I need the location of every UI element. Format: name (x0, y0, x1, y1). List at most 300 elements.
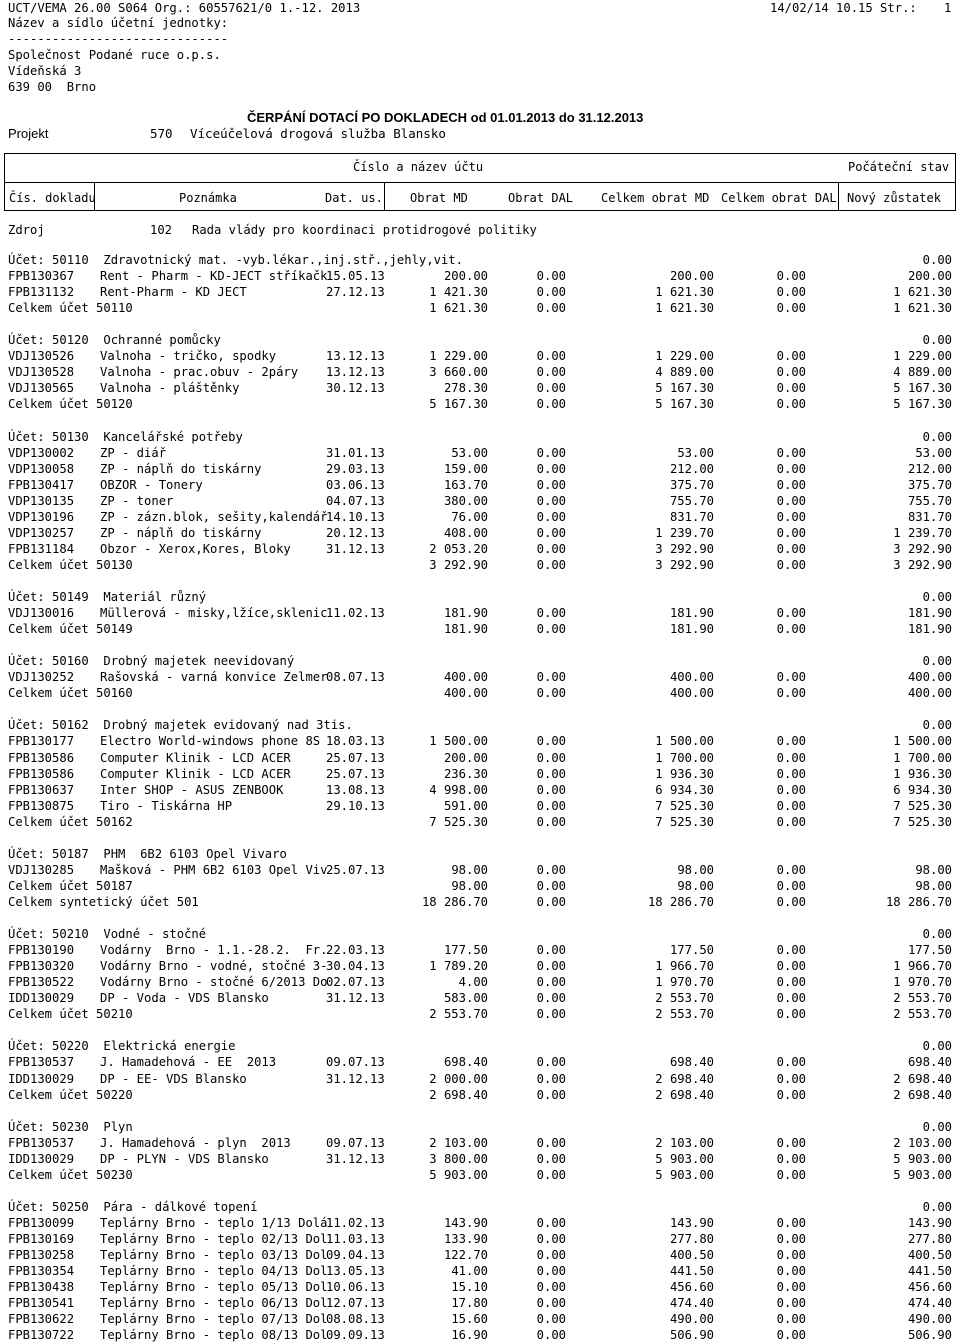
celkem-dal: 0.00 (776, 1168, 806, 1182)
celkem-md: 6 934.30 (655, 783, 714, 797)
celkem-dal: 0.00 (776, 365, 806, 379)
total-row (0, 879, 960, 895)
total-row (0, 1088, 960, 1104)
celkem-md: 1 700.00 (655, 751, 714, 765)
doc-number: VDP130196 (8, 510, 75, 524)
account-title: Účet: 50130 Kancelářské potřeby (8, 430, 243, 444)
doc-number: VDP130002 (8, 446, 75, 460)
obrat-md: 2 103.00 (429, 1136, 488, 1150)
entity-underline: ------------------------------ (8, 32, 229, 46)
table-row (0, 510, 960, 526)
celkem-md: 506.90 (669, 1328, 714, 1342)
obrat-dal: 0.00 (536, 478, 566, 492)
novy-zustatek: 755.70 (907, 494, 952, 508)
account-title: Účet: 50250 Pára - dálkové topení (8, 1200, 258, 1214)
note: Vodárny Brno - stočné 6/2013 Do (100, 975, 328, 989)
novy-zustatek: 375.70 (907, 478, 952, 492)
novy-zustatek: 400.00 (907, 686, 952, 700)
date: 02.07.13 (326, 975, 385, 989)
novy-zustatek: 441.50 (907, 1264, 952, 1278)
celkem-md: 181.90 (669, 622, 714, 636)
col-sep (384, 183, 385, 211)
date: 08.08.13 (326, 1312, 385, 1326)
doc-number: FPB130622 (8, 1312, 75, 1326)
source-name: Rada vlády pro koordinaci protidrogové politiky (192, 223, 537, 237)
celkem-md: 2 698.40 (655, 1088, 714, 1102)
celkem-md: 1 239.70 (655, 526, 714, 540)
celkem-md: 18 286.70 (647, 895, 714, 909)
note: Computer Klinik - LCD ACER (100, 767, 291, 781)
obrat-md: 591.00 (443, 799, 488, 813)
celkem-dal: 0.00 (776, 397, 806, 411)
doc-number: FPB131184 (8, 542, 75, 556)
obrat-dal: 0.00 (536, 1264, 566, 1278)
novy-zustatek: 2 103.00 (893, 1136, 952, 1150)
table-row (0, 863, 960, 879)
obrat-md: 5 167.30 (429, 397, 488, 411)
total-row (0, 397, 960, 413)
celkem-md: 7 525.30 (655, 815, 714, 829)
obrat-dal: 0.00 (536, 1328, 566, 1342)
celkem-md: 2 698.40 (655, 1072, 714, 1086)
account-heading (0, 1039, 960, 1055)
celkem-dal: 0.00 (776, 1055, 806, 1069)
account-title: Účet: 50230 Plyn (8, 1120, 133, 1134)
novy-zustatek: 490.00 (907, 1312, 952, 1326)
obrat-md: 1 500.00 (429, 734, 488, 748)
obrat-dal: 0.00 (536, 670, 566, 684)
date: 13.08.13 (326, 783, 385, 797)
table-row (0, 767, 960, 783)
account-title: Účet: 50187 PHM 6B2 6103 Opel Vivaro (8, 847, 287, 861)
celkem-dal: 0.00 (776, 1328, 806, 1342)
doc-number: VDJ130526 (8, 349, 75, 363)
celkem-dal: 0.00 (776, 1136, 806, 1150)
table-row (0, 462, 960, 478)
table-row (0, 365, 960, 381)
novy-zustatek: 1 966.70 (893, 959, 952, 973)
obrat-md: 15.10 (451, 1280, 488, 1294)
note: Vodárny Brno - vodné, stočné 3- (100, 959, 328, 973)
initial-balance: 0.00 (922, 253, 952, 267)
note: Mašková - PHM 6B2 6103 Opel Viv (100, 863, 328, 877)
novy-zustatek: 18 286.70 (885, 895, 952, 909)
date: 31.12.13 (326, 1152, 385, 1166)
total-row (0, 622, 960, 638)
doc-number: FPB130438 (8, 1280, 75, 1294)
doc-number: VDJ130528 (8, 365, 75, 379)
note: J. Hamadehová - EE 2013 (100, 1055, 277, 1069)
table-row (0, 1152, 960, 1168)
total-row (0, 1168, 960, 1184)
novy-zustatek: 5 903.00 (893, 1168, 952, 1182)
note: Teplárny Brno - teplo 07/13 Dol (100, 1312, 328, 1326)
obrat-md: 200.00 (443, 269, 488, 283)
obrat-dal: 0.00 (536, 606, 566, 620)
celkem-dal: 0.00 (776, 526, 806, 540)
celkem-md: 831.70 (669, 510, 714, 524)
obrat-md: 200.00 (443, 751, 488, 765)
account-title: Účet: 50160 Drobný majetek neevidovaný (8, 654, 295, 668)
novy-zustatek: 53.00 (915, 446, 952, 460)
note: Valnoha - tričko, spodky (100, 349, 277, 363)
celkem-md: 1 621.30 (655, 285, 714, 299)
celkem-dal: 0.00 (776, 1232, 806, 1246)
doc-number: FPB130586 (8, 751, 75, 765)
novy-zustatek: 400.50 (907, 1248, 952, 1262)
note: Obzor - Xerox,Kores, Bloky (100, 542, 291, 556)
date: 27.12.13 (326, 285, 385, 299)
table-row (0, 1264, 960, 1280)
novy-zustatek: 1 700.00 (893, 751, 952, 765)
date: 15.05.13 (326, 269, 385, 283)
date: 31.01.13 (326, 446, 385, 460)
table-row (0, 606, 960, 622)
date: 10.06.13 (326, 1280, 385, 1294)
novy-zustatek: 181.90 (907, 606, 952, 620)
celkem-md: 5 903.00 (655, 1168, 714, 1182)
header-divider (5, 182, 955, 183)
celkem-md: 1 970.70 (655, 975, 714, 989)
doc-number: FPB130541 (8, 1296, 75, 1310)
celkem-dal: 0.00 (776, 285, 806, 299)
table-row (0, 959, 960, 975)
obrat-dal: 0.00 (536, 510, 566, 524)
celkem-dal: 0.00 (776, 1312, 806, 1326)
celkem-md: 5 167.30 (655, 397, 714, 411)
obrat-dal: 0.00 (536, 879, 566, 893)
date: 12.07.13 (326, 1296, 385, 1310)
date: 13.05.13 (326, 1264, 385, 1278)
novy-zustatek: 177.50 (907, 943, 952, 957)
doc-number: FPB130258 (8, 1248, 75, 1262)
date: 25.07.13 (326, 863, 385, 877)
novy-zustatek: 5 903.00 (893, 1152, 952, 1166)
doc-number: VDP130058 (8, 462, 75, 476)
celkem-md: 98.00 (677, 863, 714, 877)
doc-number: FPB130522 (8, 975, 75, 989)
table-row (0, 494, 960, 510)
table-row (0, 991, 960, 1007)
total-label: Celkem účet 50120 (8, 397, 133, 411)
source-number: 102 (150, 223, 173, 237)
column-header-box (4, 153, 956, 211)
obrat-dal: 0.00 (536, 1072, 566, 1086)
celkem-dal: 0.00 (776, 1007, 806, 1021)
doc-number: FPB130537 (8, 1055, 75, 1069)
total-row (0, 301, 960, 317)
novy-zustatek: 1 229.00 (893, 349, 952, 363)
celkem-dal: 0.00 (776, 815, 806, 829)
obrat-dal: 0.00 (536, 526, 566, 540)
novy-zustatek: 277.80 (907, 1232, 952, 1246)
header-line1: UCT/VEMA 26.00 S064 Org.: 60557621/0 1.-12. 2013 (8, 1, 361, 15)
total-label: Celkem účet 50130 (8, 558, 133, 572)
doc-number: IDD130029 (8, 991, 75, 1005)
celkem-md: 277.80 (669, 1232, 714, 1246)
table-row (0, 1216, 960, 1232)
note: DP - PLYN - VDS Blansko (100, 1152, 269, 1166)
date: 31.12.13 (326, 542, 385, 556)
celkem-md: 474.40 (669, 1296, 714, 1310)
obrat-md: 181.90 (443, 622, 488, 636)
obrat-md: 1 789.20 (429, 959, 488, 973)
obrat-dal: 0.00 (536, 1168, 566, 1182)
novy-zustatek: 1 936.30 (893, 767, 952, 781)
date: 29.03.13 (326, 462, 385, 476)
doc-number: VDP130257 (8, 526, 75, 540)
table-row (0, 349, 960, 365)
obrat-md: 122.70 (443, 1248, 488, 1262)
obrat-dal: 0.00 (536, 734, 566, 748)
note: Teplárny Brno - teplo 1/13 Dolá (100, 1216, 328, 1230)
novy-zustatek: 2 553.70 (893, 991, 952, 1005)
novy-zustatek: 2 698.40 (893, 1072, 952, 1086)
table-row (0, 1232, 960, 1248)
celkem-md: 441.50 (669, 1264, 714, 1278)
obrat-dal: 0.00 (536, 542, 566, 556)
obrat-md: 2 053.20 (429, 542, 488, 556)
total-label: Celkem účet 50230 (8, 1168, 133, 1182)
novy-zustatek: 6 934.30 (893, 783, 952, 797)
date: 18.03.13 (326, 734, 385, 748)
novy-zustatek: 212.00 (907, 462, 952, 476)
obrat-md: 143.90 (443, 1216, 488, 1230)
initial-balance: 0.00 (922, 1039, 952, 1053)
date: 09.07.13 (326, 1055, 385, 1069)
col-md: Obrat MD (410, 191, 468, 205)
doc-number: FPB130875 (8, 799, 75, 813)
note: Computer Klinik - LCD ACER (100, 751, 291, 765)
table-row (0, 1136, 960, 1152)
account-heading (0, 333, 960, 349)
obrat-md: 1 421.30 (429, 285, 488, 299)
obrat-md: 408.00 (443, 526, 488, 540)
date: 25.07.13 (326, 767, 385, 781)
doc-number: FPB130722 (8, 1328, 75, 1342)
date: 04.07.13 (326, 494, 385, 508)
table-row (0, 734, 960, 750)
initial-balance: 0.00 (922, 430, 952, 444)
obrat-md: 698.40 (443, 1055, 488, 1069)
celkem-dal: 0.00 (776, 510, 806, 524)
table-row (0, 542, 960, 558)
celkem-md: 143.90 (669, 1216, 714, 1230)
note: DP - EE- VDS Blansko (100, 1072, 247, 1086)
note: Inter SHOP - ASUS ZENBOOK (100, 783, 284, 797)
obrat-md: 177.50 (443, 943, 488, 957)
col-date: Dat. us. (325, 191, 383, 205)
doc-number: FPB130586 (8, 767, 75, 781)
celkem-md: 400.00 (669, 686, 714, 700)
source-label: Zdroj (8, 223, 45, 237)
obrat-md: 133.90 (443, 1232, 488, 1246)
celkem-md: 1 500.00 (655, 734, 714, 748)
table-row (0, 1280, 960, 1296)
account-title: Účet: 50220 Elektrická energie (8, 1039, 236, 1053)
obrat-dal: 0.00 (536, 558, 566, 572)
doc-number: FPB131132 (8, 285, 75, 299)
doc-number: FPB130354 (8, 1264, 75, 1278)
obrat-md: 7 525.30 (429, 815, 488, 829)
novy-zustatek: 7 525.30 (893, 815, 952, 829)
initial-balance: 0.00 (922, 333, 952, 347)
doc-number: IDD130029 (8, 1152, 75, 1166)
celkem-dal: 0.00 (776, 975, 806, 989)
novy-zustatek: 181.90 (907, 622, 952, 636)
novy-zustatek: 200.00 (907, 269, 952, 283)
obrat-dal: 0.00 (536, 895, 566, 909)
celkem-dal: 0.00 (776, 1216, 806, 1230)
note: Teplárny Brno - teplo 08/13 Dol (100, 1328, 328, 1342)
celkem-dal: 0.00 (776, 895, 806, 909)
entity-label: Název a sídlo účetní jednotky: (8, 16, 229, 30)
obrat-dal: 0.00 (536, 1136, 566, 1150)
obrat-md: 76.00 (451, 510, 488, 524)
celkem-md: 1 966.70 (655, 959, 714, 973)
obrat-dal: 0.00 (536, 1088, 566, 1102)
novy-zustatek: 1 621.30 (893, 285, 952, 299)
entity-name: Společnost Podané ruce o.p.s. (8, 48, 221, 62)
doc-number: FPB130417 (8, 478, 75, 492)
obrat-dal: 0.00 (536, 1055, 566, 1069)
obrat-md: 2 553.70 (429, 1007, 488, 1021)
date: 22.03.13 (326, 943, 385, 957)
obrat-dal: 0.00 (536, 301, 566, 315)
table-row (0, 1055, 960, 1071)
doc-number: FPB130169 (8, 1232, 75, 1246)
note: Valnoha - pláštěnky (100, 381, 240, 395)
obrat-md: 5 903.00 (429, 1168, 488, 1182)
celkem-md: 456.60 (669, 1280, 714, 1294)
total-label: Celkem účet 50162 (8, 815, 133, 829)
col-cmd: Celkem obrat MD (601, 191, 710, 205)
report-title: ČERPÁNÍ DOTACÍ PO DOKLADECH od 01.01.2013 do 31.12.2013 (247, 110, 644, 125)
celkem-dal: 0.00 (776, 943, 806, 957)
doc-number: FPB130320 (8, 959, 75, 973)
celkem-dal: 0.00 (776, 1280, 806, 1294)
account-heading (0, 1120, 960, 1136)
note: DP - Voda - VDS Blansko (100, 991, 269, 1005)
celkem-dal: 0.00 (776, 799, 806, 813)
account-title: Účet: 50210 Vodné - stočné (8, 927, 207, 941)
obrat-md: 3 660.00 (429, 365, 488, 379)
table-row (0, 269, 960, 285)
obrat-md: 380.00 (443, 494, 488, 508)
celkem-md: 181.90 (669, 606, 714, 620)
date: 31.12.13 (326, 1072, 385, 1086)
obrat-md: 4 998.00 (429, 783, 488, 797)
table-row (0, 285, 960, 301)
total-label: Celkem účet 50149 (8, 622, 133, 636)
date: 03.06.13 (326, 478, 385, 492)
celkem-md: 2 553.70 (655, 1007, 714, 1021)
obrat-dal: 0.00 (536, 783, 566, 797)
obrat-md: 3 292.90 (429, 558, 488, 572)
novy-zustatek: 5 167.30 (893, 397, 952, 411)
total-label: Celkem účet 50210 (8, 1007, 133, 1021)
celkem-dal: 0.00 (776, 494, 806, 508)
col-account: Číslo a název účtu (353, 160, 484, 174)
col-note: Poznámka (179, 191, 237, 205)
note: Teplárny Brno - teplo 05/13 Dol (100, 1280, 328, 1294)
account-heading (0, 654, 960, 670)
obrat-dal: 0.00 (536, 799, 566, 813)
novy-zustatek: 7 525.30 (893, 799, 952, 813)
date: 08.07.13 (326, 670, 385, 684)
project-name: Víceúčelová drogová služba Blansko (190, 126, 446, 141)
note: Tiro - Tiskárna HP (100, 799, 233, 813)
account-heading (0, 847, 960, 863)
novy-zustatek: 4 889.00 (893, 365, 952, 379)
celkem-dal: 0.00 (776, 558, 806, 572)
obrat-dal: 0.00 (536, 1007, 566, 1021)
table-row (0, 751, 960, 767)
obrat-dal: 0.00 (536, 1216, 566, 1230)
celkem-dal: 0.00 (776, 1088, 806, 1102)
obrat-dal: 0.00 (536, 959, 566, 973)
celkem-dal: 0.00 (776, 1152, 806, 1166)
obrat-md: 181.90 (443, 606, 488, 620)
project-number: 570 (150, 126, 173, 141)
col-initial-balance: Počáteční stav (848, 160, 950, 174)
table-row (0, 1296, 960, 1312)
novy-zustatek: 143.90 (907, 1216, 952, 1230)
initial-balance: 0.00 (922, 1120, 952, 1134)
celkem-dal: 0.00 (776, 606, 806, 620)
doc-number: VDJ130016 (8, 606, 75, 620)
novy-zustatek: 1 500.00 (893, 734, 952, 748)
novy-zustatek: 3 292.90 (893, 558, 952, 572)
obrat-dal: 0.00 (536, 751, 566, 765)
celkem-dal: 0.00 (776, 478, 806, 492)
doc-number: FPB130190 (8, 943, 75, 957)
celkem-md: 375.70 (669, 478, 714, 492)
celkem-dal: 0.00 (776, 863, 806, 877)
account-title: Účet: 50149 Materiál různý (8, 590, 207, 604)
table-row (0, 799, 960, 815)
obrat-md: 1 621.30 (429, 301, 488, 315)
obrat-dal: 0.00 (536, 686, 566, 700)
table-row (0, 1072, 960, 1088)
celkem-dal: 0.00 (776, 734, 806, 748)
celkem-dal: 0.00 (776, 269, 806, 283)
table-row (0, 670, 960, 686)
celkem-md: 7 525.30 (655, 799, 714, 813)
obrat-dal: 0.00 (536, 1296, 566, 1310)
table-row (0, 526, 960, 542)
note: ZP - náplň do tiskárny (100, 526, 262, 540)
celkem-md: 5 167.30 (655, 381, 714, 395)
novy-zustatek: 1 239.70 (893, 526, 952, 540)
entity-city: 639 00 Brno (8, 80, 97, 94)
total-label: Celkem účet 50220 (8, 1088, 133, 1102)
celkem-md: 212.00 (669, 462, 714, 476)
novy-zustatek: 2 698.40 (893, 1088, 952, 1102)
novy-zustatek: 5 167.30 (893, 381, 952, 395)
note: ZP - náplň do tiskárny (100, 462, 262, 476)
total-label: Celkem účet 50160 (8, 686, 133, 700)
obrat-md: 16.90 (451, 1328, 488, 1342)
note: J. Hamadehová - plyn 2013 (100, 1136, 291, 1150)
table-row (0, 1312, 960, 1328)
celkem-md: 5 903.00 (655, 1152, 714, 1166)
obrat-dal: 0.00 (536, 381, 566, 395)
total-label: Celkem syntetický účet 501 (8, 895, 199, 909)
entity-street: Vídeňská 3 (8, 64, 82, 78)
note: ZP - toner (100, 494, 174, 508)
note: Rent-Pharm - KD JECT (100, 285, 247, 299)
